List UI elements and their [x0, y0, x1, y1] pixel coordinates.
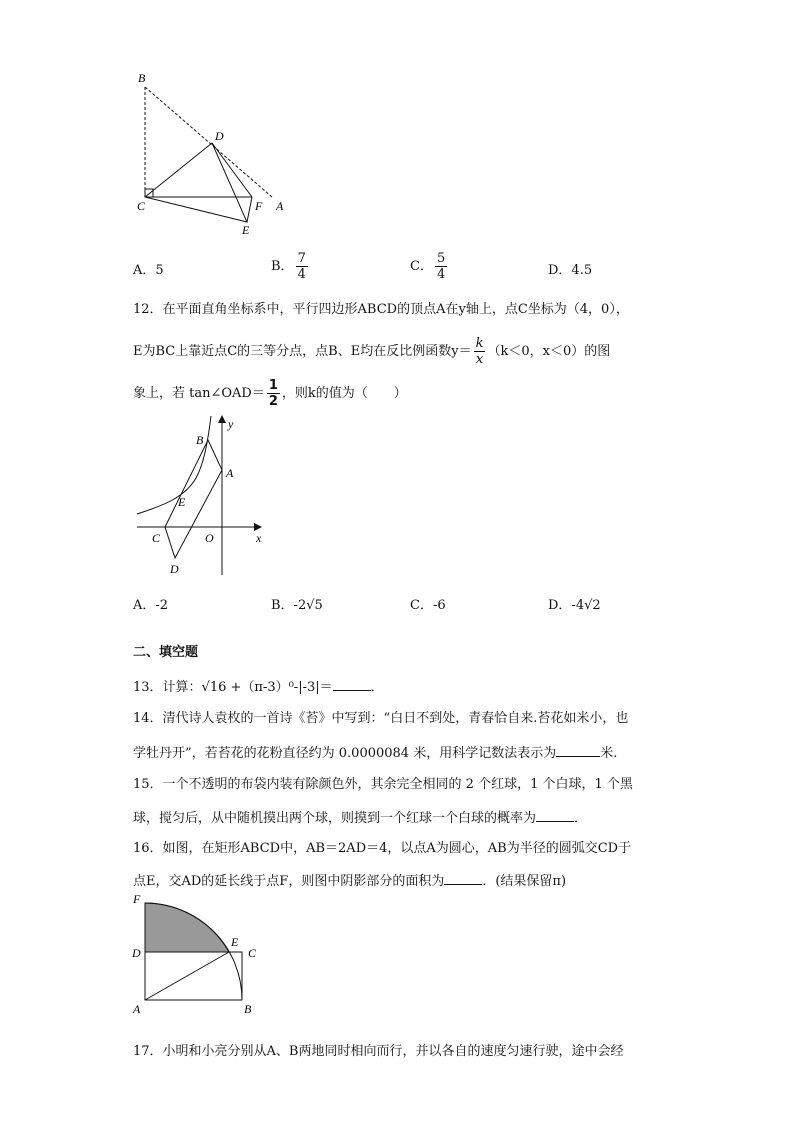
option-b[interactable]	[271, 251, 310, 282]
numerator: 7	[297, 251, 306, 266]
q16-line1: 16．如图，在矩形ABCD中，AB＝2AD＝4，以点A为圆心，AB为半径的圆弧交CD于	[133, 841, 632, 856]
text: E为BC上靠近点C的三等分点，点B、E均在反比例函数y＝	[133, 344, 472, 359]
text: 米.	[600, 746, 618, 761]
label-x: x	[256, 531, 262, 545]
denominator: x	[475, 352, 484, 367]
text: ．	[574, 811, 588, 826]
label-y: y	[228, 417, 234, 431]
option-a[interactable]: A．5	[133, 263, 164, 278]
option-c[interactable]	[410, 251, 449, 282]
label-F: F	[133, 892, 141, 906]
label-A: A	[276, 199, 284, 213]
label-F: F	[255, 199, 263, 213]
option-label: C．	[410, 259, 433, 274]
label-B: B	[244, 1002, 252, 1016]
answer-blank[interactable]	[556, 744, 600, 757]
q14-line2	[133, 744, 617, 762]
label-E: E	[178, 495, 186, 509]
q11-figure	[130, 68, 300, 240]
label-E: E	[242, 223, 250, 237]
numerator: 1	[268, 378, 278, 393]
fraction	[474, 336, 486, 367]
label-O: O	[205, 531, 214, 545]
text: ，则k的值为（ ）	[281, 386, 407, 401]
numerator: k	[475, 336, 484, 351]
option-d[interactable]: D．4.5	[548, 263, 593, 278]
denominator: 4	[297, 267, 306, 282]
option-label: B．	[271, 259, 294, 274]
fraction	[435, 251, 447, 282]
label-B: B	[196, 433, 204, 447]
label-A: A	[133, 1002, 141, 1016]
label-C: C	[152, 531, 161, 545]
option-a[interactable]: A．-2	[133, 598, 169, 613]
text: 球，搅匀后，从中随机摸出两个球，则摸到一个红球一个白球的概率为	[133, 811, 537, 826]
q17-line1: 17．小明和小亮分别从A、B两地同时相向而行，并以各自的速度匀速行驶，途中会经	[133, 1044, 624, 1059]
q12-line1: 12．在平面直角坐标系中，平行四边形ABCD的顶点A在y轴上，点C坐标为（4，0），	[133, 302, 629, 317]
label-C: C	[137, 199, 146, 213]
label-D: D	[132, 946, 141, 960]
label-D: D	[215, 129, 224, 143]
text: 学牡丹开”，若苔花的花粉直径约为 0.0000084 米，用科学记数法表示为	[133, 746, 557, 761]
fraction	[267, 378, 280, 409]
text: 点E，交AD的延长线于点F，则图中阴影部分的面积为	[133, 874, 445, 889]
label-B: B	[138, 71, 146, 85]
answer-blank[interactable]	[536, 809, 574, 822]
option-b[interactable]: B．-2√5	[271, 598, 323, 613]
q16-figure	[128, 890, 268, 1018]
q13	[133, 678, 384, 696]
section-heading: 二、填空题	[133, 645, 199, 660]
option-d[interactable]: D．-4√2	[548, 598, 601, 613]
text: ．	[370, 680, 384, 695]
q16-line2	[133, 872, 566, 890]
answer-blank[interactable]	[333, 678, 371, 691]
label-D: D	[170, 562, 179, 576]
label-E: E	[231, 935, 239, 949]
denominator: 2	[268, 394, 278, 409]
text: 象上，若 tan∠OAD＝	[133, 386, 265, 401]
text: （k＜0，x＜0）的图	[487, 344, 611, 359]
text: 13．计算：√16 +（π-3）⁰-|-3|＝	[133, 680, 333, 695]
text: ．(结果保留π)	[482, 874, 567, 889]
label-A: A	[226, 466, 234, 480]
q12-line3	[133, 378, 407, 409]
answer-blank[interactable]	[444, 872, 482, 885]
q15-line1: 15．一个不透明的布袋内装有除颜色外，其余完全相同的 2 个红球，1 个白球，1 个黑	[133, 777, 633, 792]
label-C: C	[248, 946, 257, 960]
option-c[interactable]: C．-6	[410, 598, 446, 613]
q14-line1: 14．清代诗人袁枚的一首诗《苔》中写到：“白日不到处，青春恰自来.苔花如米小，也	[133, 711, 629, 726]
fraction	[296, 251, 308, 282]
q15-line2	[133, 809, 587, 827]
q12-figure	[130, 410, 275, 580]
numerator: 5	[436, 251, 446, 266]
q12-line2	[133, 336, 610, 367]
denominator: 4	[436, 267, 446, 282]
